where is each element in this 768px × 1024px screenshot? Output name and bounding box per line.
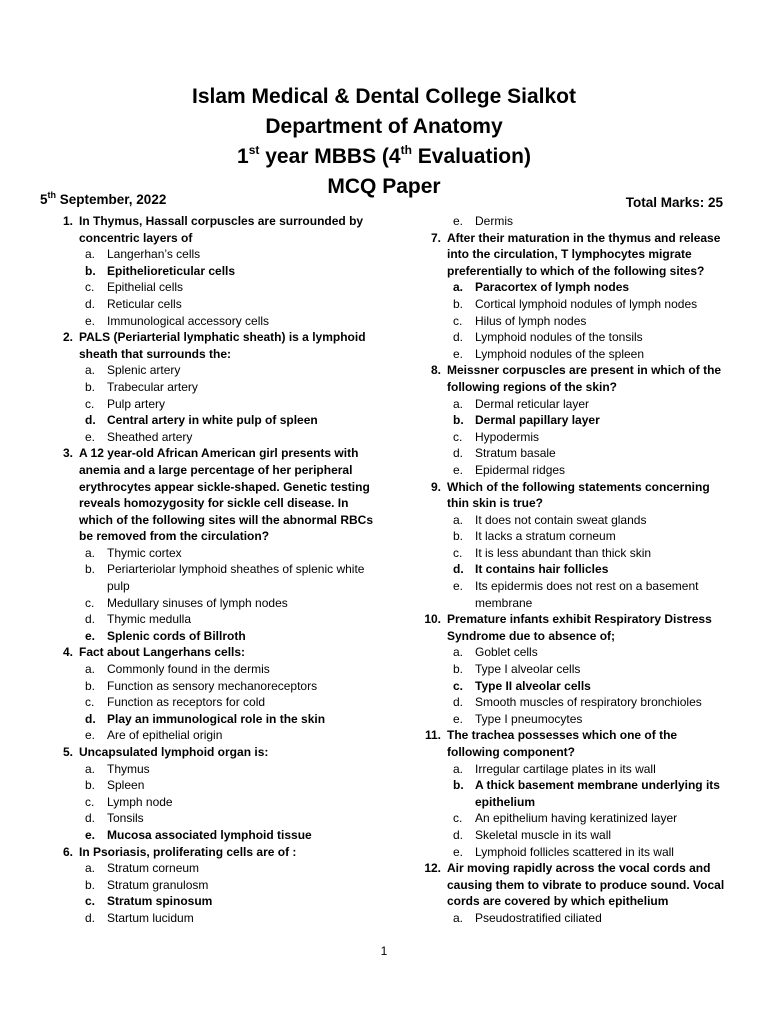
exam-date xyxy=(40,192,166,207)
answer-option xyxy=(40,777,380,794)
option-text: Dermal reticular layer xyxy=(475,396,590,411)
question-stem xyxy=(408,479,733,512)
option-text: Goblet cells xyxy=(475,645,538,660)
question-stem xyxy=(408,362,733,395)
question-block xyxy=(408,213,733,230)
option-letter: b. xyxy=(85,263,96,278)
option-letter: a. xyxy=(85,545,96,560)
question-number: 1. xyxy=(62,214,73,228)
question-number: 12. xyxy=(424,861,441,876)
exam-title xyxy=(0,142,768,172)
option-letter: d. xyxy=(85,413,96,428)
right-question-column xyxy=(408,213,733,927)
option-letter: b. xyxy=(453,529,464,544)
option-text: Splenic artery xyxy=(107,363,181,378)
answer-option xyxy=(408,578,733,611)
correct-answer-option xyxy=(40,263,380,280)
option-text: Lymphoid nodules of the spleen xyxy=(475,346,645,361)
question-block xyxy=(40,329,380,445)
question-number: 6. xyxy=(62,844,73,859)
option-text: Its epidermis does not rest on a basement membrane xyxy=(475,579,699,610)
option-text: Type II alveolar cells xyxy=(475,678,591,693)
option-text: Langerhan’s cells xyxy=(107,247,201,262)
option-text: Dermal papillary layer xyxy=(475,413,600,428)
answer-option xyxy=(40,313,380,330)
question-text: A 12 year-old African American girl presents with anemia and a large percentage of her peripheral erythrocytes appear sickle-shaped. Genetic testing reveals homozygosity for sickle cell disease. In which of the following sites will the abnormal RBCs be removed from the circulation? xyxy=(79,446,374,544)
question-block xyxy=(408,230,733,363)
option-letter: d. xyxy=(85,910,96,925)
paper-type: MCQ Paper xyxy=(327,175,441,198)
answer-option xyxy=(40,877,380,894)
question-text: Fact about Langerhans cells: xyxy=(79,645,246,660)
option-text: Skeletal muscle in its wall xyxy=(475,827,612,842)
option-letter: e. xyxy=(85,728,96,743)
option-text: Are of epithelial origin xyxy=(107,728,223,743)
option-letter: e. xyxy=(453,214,464,228)
question-stem xyxy=(40,644,380,661)
option-letter: a. xyxy=(453,645,464,660)
correct-answer-option xyxy=(408,412,733,429)
answer-option xyxy=(40,611,380,628)
option-text: Spleen xyxy=(107,778,145,793)
option-letter: d. xyxy=(85,296,96,311)
answer-option xyxy=(40,694,380,711)
question-block xyxy=(408,479,733,612)
option-letter: e. xyxy=(453,579,464,594)
correct-answer-option xyxy=(408,777,733,810)
option-letter: c. xyxy=(85,396,95,411)
option-letter: c. xyxy=(85,280,95,295)
date-day: 5 xyxy=(40,192,48,207)
answer-option xyxy=(40,661,380,678)
option-letter: e. xyxy=(453,346,464,361)
question-stem xyxy=(40,329,380,362)
answer-option xyxy=(40,910,380,927)
answer-option xyxy=(40,362,380,379)
option-text: Irregular cartilage plates in its wall xyxy=(475,761,656,776)
option-text: Stratum granulosm xyxy=(107,877,209,892)
option-letter: d. xyxy=(453,330,464,345)
option-text: Epithelial cells xyxy=(107,280,184,295)
answer-option xyxy=(40,246,380,263)
date-rest: September, 2022 xyxy=(56,192,167,207)
question-block xyxy=(408,860,733,926)
correct-answer-option xyxy=(40,628,380,645)
question-text: After their maturation in the thymus and release into the circulation, T lymphocytes migrate preferentially to which of the following sites? xyxy=(447,230,721,278)
option-letter: b. xyxy=(453,662,464,677)
question-stem xyxy=(408,230,733,280)
option-text: Periarteriolar lymphoid sheathes of splenic white pulp xyxy=(107,562,365,594)
option-text: Pseudostratified ciliated xyxy=(475,910,602,925)
answer-option xyxy=(40,727,380,744)
option-text: Mucosa associated lymphoid tissue xyxy=(107,827,312,842)
question-number: 8. xyxy=(430,363,441,378)
answer-option xyxy=(40,429,380,446)
answer-option xyxy=(40,595,380,612)
option-letter: b. xyxy=(85,562,96,577)
answer-option xyxy=(40,561,380,594)
year-text: year MBBS (4 xyxy=(259,145,401,168)
answer-option xyxy=(408,827,733,844)
answer-option xyxy=(408,213,733,230)
option-text: Epithelioreticular cells xyxy=(107,263,236,278)
option-text: Smooth muscles of respiratory bronchioles xyxy=(475,695,702,710)
question-stem xyxy=(40,844,380,861)
option-letter: b. xyxy=(85,379,96,394)
question-number: 11. xyxy=(424,728,441,743)
question-text: Meissner corpuscles are present in which of the following regions of the skin? xyxy=(447,363,722,394)
question-block xyxy=(40,213,380,329)
option-letter: a. xyxy=(453,396,464,411)
answer-option xyxy=(408,761,733,778)
option-text: Medullary sinuses of lymph nodes xyxy=(107,595,288,610)
evaluation-text: Evaluation) xyxy=(411,145,531,168)
answer-option xyxy=(408,545,733,562)
option-letter: e. xyxy=(453,711,464,726)
option-letter: d. xyxy=(453,562,464,577)
option-text: Paracortex of lymph nodes xyxy=(475,280,630,295)
question-text: In Thymus, Hassall corpuscles are surrounded by concentric layers of xyxy=(79,214,364,245)
answer-option xyxy=(408,313,733,330)
question-stem xyxy=(40,213,380,246)
question-stem xyxy=(40,744,380,761)
option-text: Trabecular artery xyxy=(107,379,198,394)
option-letter: e. xyxy=(453,844,464,859)
answer-option xyxy=(40,396,380,413)
option-letter: b. xyxy=(453,778,464,793)
question-text: Uncapsulated lymphoid organ is: xyxy=(79,745,269,759)
answer-option xyxy=(408,910,733,927)
question-stem xyxy=(408,860,733,910)
option-text: Lymphoid follicles scattered in its wall xyxy=(475,844,674,859)
question-block xyxy=(408,362,733,478)
question-text: Air moving rapidly across the vocal cords and causing them to vibrate to produce sound. Vocal cords are covered by which epithelium xyxy=(447,861,725,909)
evaluation-ordinal: th xyxy=(400,143,412,157)
option-text: It lacks a stratum corneum xyxy=(475,529,616,544)
answer-option xyxy=(408,528,733,545)
option-letter: a. xyxy=(85,761,96,776)
answer-option xyxy=(40,761,380,778)
question-block xyxy=(408,727,733,860)
answer-option xyxy=(408,844,733,861)
option-letter: d. xyxy=(453,446,464,461)
option-text: Hilus of lymph nodes xyxy=(475,313,587,328)
answer-option xyxy=(40,860,380,877)
total-marks: Total Marks: 25 xyxy=(625,195,723,210)
question-stem xyxy=(408,611,733,644)
answer-option xyxy=(408,512,733,529)
answer-option xyxy=(40,810,380,827)
option-letter: d. xyxy=(85,612,96,627)
correct-answer-option xyxy=(408,678,733,695)
option-letter: d. xyxy=(85,711,96,726)
question-block xyxy=(40,744,380,844)
page-number: 1 xyxy=(380,944,388,958)
option-letter: c. xyxy=(453,811,463,826)
option-text: It contains hair follicles xyxy=(475,562,609,577)
option-text: Tonsils xyxy=(107,811,144,826)
answer-option xyxy=(408,694,733,711)
option-text: Play an immunological role in the skin xyxy=(107,711,326,726)
option-text: Hypodermis xyxy=(475,429,540,444)
option-text: Lymph node xyxy=(107,794,173,809)
question-number: 3. xyxy=(62,446,73,461)
option-text: It is less abundant than thick skin xyxy=(475,545,652,560)
question-stem xyxy=(408,727,733,760)
question-number: 5. xyxy=(62,745,73,759)
question-number: 7. xyxy=(430,230,441,245)
date-ordinal: th xyxy=(47,190,57,200)
question-text: The trachea possesses which one of the following component? xyxy=(447,728,678,759)
answer-option xyxy=(408,396,733,413)
answer-option xyxy=(408,644,733,661)
option-text: Startum lucidum xyxy=(107,910,194,925)
question-block xyxy=(40,844,380,927)
question-number: 10. xyxy=(424,612,441,627)
option-letter: e. xyxy=(85,628,96,643)
question-block xyxy=(40,644,380,744)
option-letter: c. xyxy=(453,429,463,444)
option-letter: d. xyxy=(453,827,464,842)
option-letter: c. xyxy=(453,545,463,560)
answer-option xyxy=(40,545,380,562)
option-text: It does not contain sweat glands xyxy=(475,512,647,527)
department-name: Department of Anatomy xyxy=(265,115,503,138)
answer-option xyxy=(408,445,733,462)
question-number: 4. xyxy=(62,645,73,660)
option-text: Commonly found in the dermis xyxy=(107,662,270,677)
answer-option xyxy=(408,462,733,479)
option-letter: d. xyxy=(85,811,96,826)
option-text: Thymic cortex xyxy=(107,545,182,560)
answer-option xyxy=(40,279,380,296)
option-letter: e. xyxy=(85,827,96,842)
option-letter: e. xyxy=(85,429,96,444)
answer-option xyxy=(408,346,733,363)
question-number: 9. xyxy=(430,479,441,494)
year-ordinal: st xyxy=(248,143,260,157)
question-block xyxy=(408,611,733,727)
option-letter: a. xyxy=(85,363,96,378)
option-letter: c. xyxy=(85,894,96,909)
option-letter: b. xyxy=(453,296,464,311)
document-header xyxy=(0,82,768,202)
option-text: Function as receptors for cold xyxy=(107,695,266,710)
answer-option xyxy=(408,810,733,827)
option-text: An epithelium having keratinized layer xyxy=(475,811,678,826)
option-text: Type I pneumocytes xyxy=(475,711,583,726)
option-text: Stratum corneum xyxy=(107,861,200,876)
option-text: Sheathed artery xyxy=(107,429,193,444)
year-number: 1 xyxy=(237,145,249,168)
question-text: PALS (Periarterial lymphatic sheath) is a lymphoid sheath that surrounds the: xyxy=(79,330,366,361)
option-text: Central artery in white pulp of spleen xyxy=(107,413,318,428)
correct-answer-option xyxy=(408,561,733,578)
option-letter: a. xyxy=(85,861,96,876)
answer-option xyxy=(408,429,733,446)
option-letter: b. xyxy=(453,413,464,428)
correct-answer-option xyxy=(40,827,380,844)
option-text: A thick basement membrane underlying its epithelium xyxy=(475,778,720,809)
option-text: Lymphoid nodules of the tonsils xyxy=(475,330,643,345)
option-letter: a. xyxy=(85,247,96,262)
question-block xyxy=(40,445,380,644)
option-letter: b. xyxy=(85,778,96,793)
option-text: Immunological accessory cells xyxy=(107,313,270,328)
option-text: Splenic cords of Billroth xyxy=(107,628,246,643)
correct-answer-option xyxy=(40,711,380,728)
option-text: Stratum spinosum xyxy=(107,894,213,909)
answer-option xyxy=(40,678,380,695)
option-letter: e. xyxy=(85,313,96,328)
correct-answer-option xyxy=(40,412,380,429)
option-letter: c. xyxy=(453,678,464,693)
correct-answer-option xyxy=(40,893,380,910)
option-text: Thymus xyxy=(107,761,150,776)
question-stem xyxy=(40,445,380,545)
option-text: Cortical lymphoid nodules of lymph nodes xyxy=(475,296,698,311)
option-letter: c. xyxy=(85,595,95,610)
option-letter: d. xyxy=(453,695,464,710)
correct-answer-option xyxy=(408,279,733,296)
option-text: Stratum basale xyxy=(475,446,556,461)
option-text: Thymic medulla xyxy=(107,612,192,627)
option-letter: e. xyxy=(453,462,464,477)
option-letter: a. xyxy=(85,662,96,677)
option-text: Type I alveolar cells xyxy=(475,662,581,677)
question-text: In Psoriasis, proliferating cells are of : xyxy=(79,844,297,859)
option-text: Pulp artery xyxy=(107,396,166,411)
question-text: Which of the following statements concerning thin skin is true? xyxy=(447,479,710,511)
option-letter: c. xyxy=(453,313,463,328)
option-text: Dermis xyxy=(475,214,513,228)
option-text: Reticular cells xyxy=(107,296,182,311)
question-number: 2. xyxy=(62,330,73,345)
left-question-column xyxy=(40,213,380,927)
option-letter: a. xyxy=(453,910,464,925)
option-letter: c. xyxy=(85,695,95,710)
option-text: Function as sensory mechanoreceptors xyxy=(107,678,318,693)
college-name: Islam Medical & Dental College Sialkot xyxy=(192,85,576,108)
answer-option xyxy=(408,711,733,728)
question-text: Premature infants exhibit Respiratory Distress Syndrome due to absence of; xyxy=(447,612,712,643)
answer-option xyxy=(40,794,380,811)
answer-option xyxy=(408,296,733,313)
option-letter: a. xyxy=(453,280,464,295)
option-letter: a. xyxy=(453,761,464,776)
option-letter: b. xyxy=(85,678,96,693)
option-letter: a. xyxy=(453,512,464,527)
answer-option xyxy=(40,296,380,313)
option-letter: b. xyxy=(85,877,96,892)
option-letter: c. xyxy=(85,794,95,809)
answer-option xyxy=(408,661,733,678)
answer-option xyxy=(40,379,380,396)
answer-option xyxy=(408,329,733,346)
option-text: Epidermal ridges xyxy=(475,462,566,477)
